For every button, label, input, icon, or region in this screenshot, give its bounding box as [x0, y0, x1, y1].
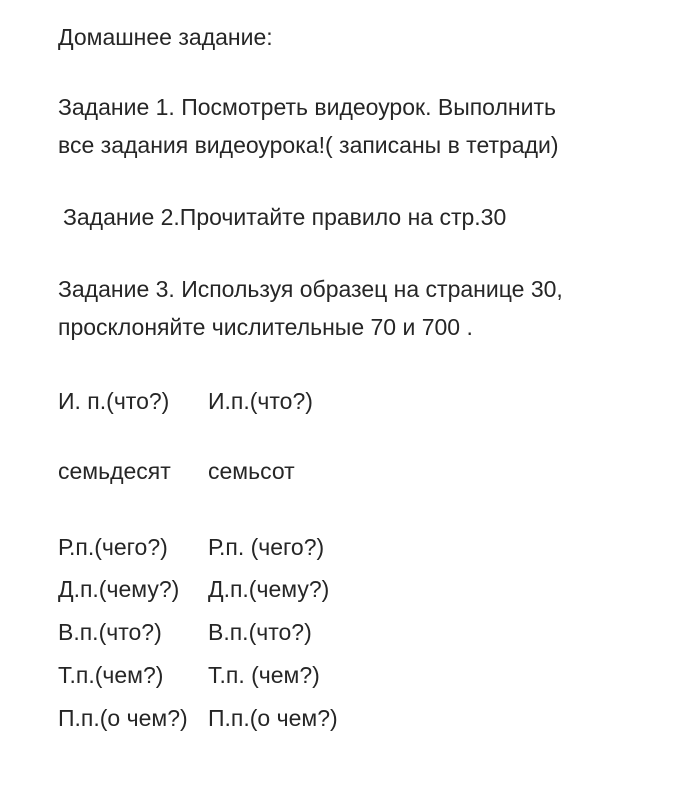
task1-line1: Задание 1. Посмотреть видеоурок. Выполнить	[58, 94, 556, 120]
numeral-right: семьсот	[208, 458, 295, 484]
task3-line1: Задание 3. Используя образец на странице 30,	[58, 276, 563, 302]
case-row-right: Т.п. (чем?)	[208, 662, 320, 688]
case-row-left: Т.п.(чем?)	[58, 662, 164, 688]
case-row-right: Д.п.(чему?)	[208, 576, 330, 602]
case-row-left: Д.п.(чему?)	[58, 576, 180, 602]
task2-line1: Задание 2.Прочитайте правило на стр.30	[63, 204, 507, 230]
task3-line2: просклоняйте числительные 70 и 700 .	[58, 314, 473, 340]
numeral-left: семьдесят	[58, 458, 171, 484]
case-row-right: П.п.(о чем?)	[208, 705, 338, 731]
case-row-left: П.п.(о чем?)	[58, 705, 188, 731]
case-row-right: В.п.(что?)	[208, 619, 312, 645]
case-row-right: Р.п. (чего?)	[208, 534, 325, 560]
page-heading: Домашнее задание:	[58, 24, 273, 50]
case-label-right: И.п.(что?)	[208, 388, 313, 414]
case-row-left: В.п.(что?)	[58, 619, 162, 645]
case-row-left: Р.п.(чего?)	[58, 534, 168, 560]
case-label-left: И. п.(что?)	[58, 388, 170, 414]
task1-line2: все задания видеоурока!( записаны в тетради)	[58, 132, 559, 158]
